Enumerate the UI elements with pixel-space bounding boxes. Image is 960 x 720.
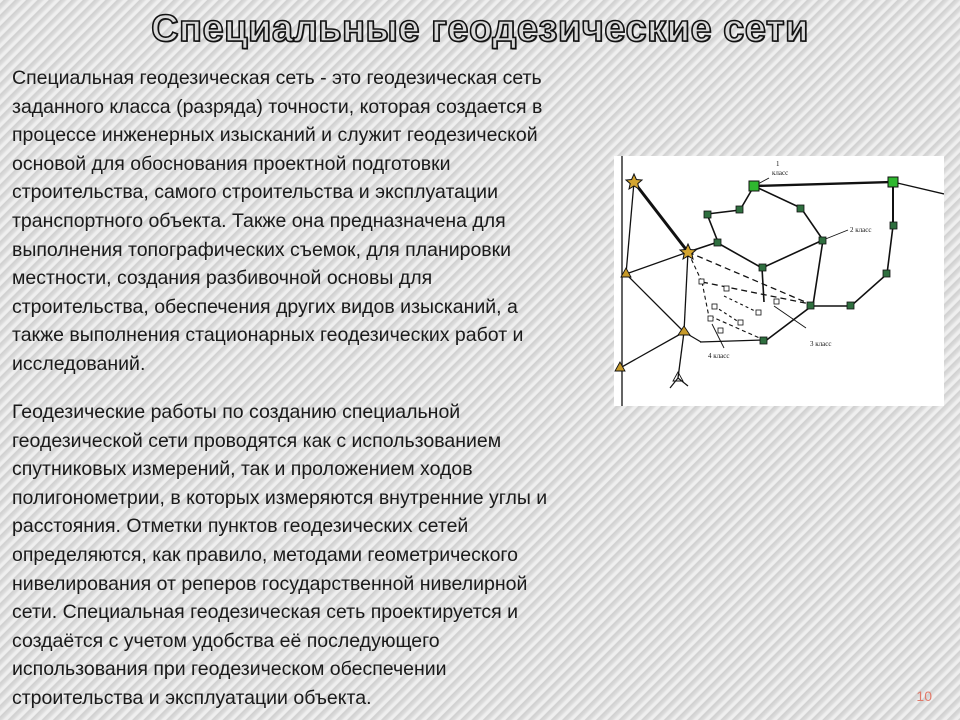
paragraph-definition [12,64,622,379]
text-line: выполнения топографических съемок, для планировки [12,238,512,261]
text-line: транспортного объекта. Также она предназначена для [12,209,506,232]
class3-label: 3 класс [810,340,832,348]
text-line: полигонометрии, в которых измеряются внутренние углы и [12,486,548,509]
paragraph-methods [12,398,624,713]
text-line: строительства, самого строительства и эксплуатации [12,181,498,204]
class2-point [704,211,711,218]
class4-point [712,304,717,309]
class2-point [714,239,721,246]
text-line: строительства и эксплуатации объекта. [12,686,372,709]
text-line: процессе инженерных изысканий и служит геодезической [12,124,538,147]
text-line: исследований. [12,352,146,375]
class4-point [718,328,723,333]
class1-point [888,177,898,187]
class1-line [754,182,893,186]
class4-point [708,316,713,321]
text-line: основой для обоснования проектной подготовки [12,152,451,175]
text-line: определяются, как правило, методами геометрического [12,543,518,566]
class4-point [756,310,761,315]
text-line: нивелирования от реперов государственной нивелирной [12,572,528,595]
text-line: использования при геодезическом обеспечении [12,658,447,681]
class3-point [699,279,704,284]
network-diagram-svg [614,156,944,406]
class2-point [819,237,826,244]
class3-point [724,286,729,291]
class3-point [774,299,779,304]
text-line: также выполнения стационарных геодезических работ и [12,324,524,347]
base-line [634,182,688,252]
slide-title: Специальные геодезические сети [151,8,809,50]
class2-point [847,302,854,309]
text-line: заданного класса (разряда) точности, которая создается в [12,95,543,118]
text-line: создаётся с учетом удобства её последующего [12,629,440,652]
text-line: Специальная геодезическая сеть - это геодезическая сеть [12,67,542,89]
class2-label: 2 класс [850,226,872,234]
text-line: строительства, обеспечения других видов изысканий, а [12,295,518,318]
class2-point [883,270,890,277]
class1-number-label: 1 [776,160,780,168]
text-line: расстояния. Отметки пунктов геодезических сетей [12,515,469,538]
class1-label: класс [772,169,789,177]
class2-point [760,337,767,344]
text-line: сети. Специальная геодезическая сеть проектируется и [12,601,519,624]
text-line: местности, создания разбивочной основы для [12,267,433,290]
page-number: 10 [916,688,932,704]
class2-point [890,222,897,229]
class2-point [807,302,814,309]
geodetic-network-diagram [614,156,944,406]
text-line: Геодезические работы по созданию специальной [12,401,461,423]
class1-point [749,181,759,191]
class2-point [797,205,804,212]
text-line: спутниковых измерений, так и проложением ходов [12,458,473,481]
class4-point [738,320,743,325]
class2-point [736,206,743,213]
class4-label: 4 класс [708,352,730,360]
text-line: геодезической сети проводятся как с использованием [12,429,502,452]
class2-point [759,264,766,271]
